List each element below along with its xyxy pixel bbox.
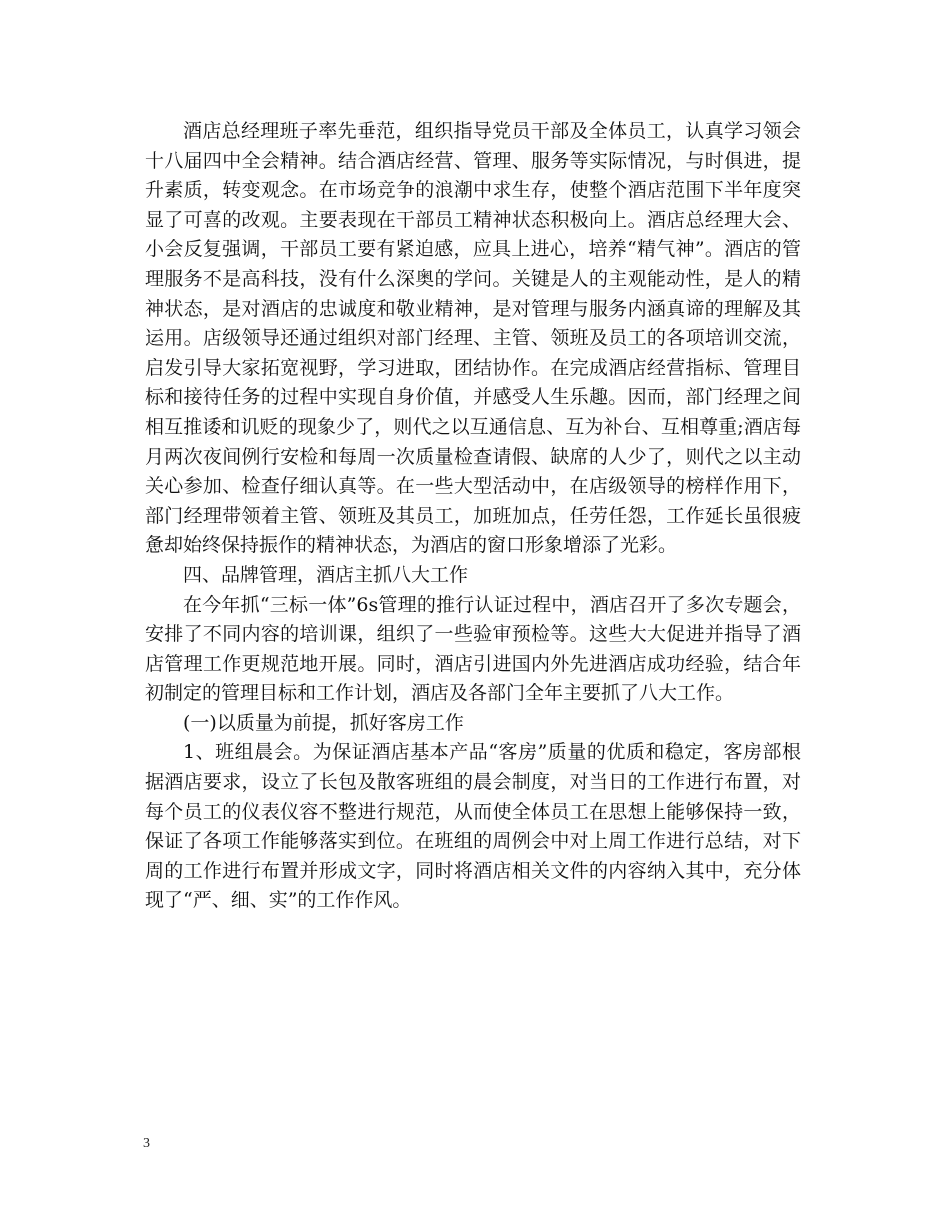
section-heading-brand-management: 四、品牌管理，酒店主抓八大工作	[183, 563, 469, 586]
paragraph-three-standards: 在今年抓“三标一体”6s管理的推行认证过程中，酒店召开了多次专题会，安排了不同内容的培训课，组织了一些验审预检等。这些大大促进并指导了酒店管理工作更规范地开展。同时，酒店引进国内外先进酒店成功经验，结合年初制定的管理目标和工作计划，酒店及各部门全年主要抓了八大工作。	[145, 593, 801, 705]
paragraph-team-morning-meeting: 1、班组晨会。为保证酒店基本产品“客房”质量的优质和稳定，客房部根据酒店要求，设立了长包及散客班组的晨会制度，对当日的工作进行布置，对每个员工的仪表仪容不整进行规范，从而使全体员工在思想上能够保持一致，保证了各项工作能够落实到位。在班组的周例会中对上周工作进行总结，对下周的工作进行布置并形成文字，同时将酒店相关文件的内容纳入其中，充分体现了“严、细、实”的工作作风。	[145, 741, 801, 912]
paragraph-spirit: 酒店总经理班子率先垂范，组织指导党员干部及全体员工，认真学习领会十八届四中全会精神。结合酒店经营、管理、服务等实际情况，与时俱进，提升素质，转变观念。在市场竞争的浪潮中求生存，使整个酒店范围下半年度突显了可喜的改观。主要表现在干部员工精神状态积极向上。酒店总经理大会、小会反复强调，干部员工要有紧迫感，应具上进心，培养“精气神”。酒店的管理服务不是高科技，没有什么深奥的学问。关键是人的主观能动性，是人的精神状态，是对酒店的忠诚度和敬业精神，是对管理与服务内涵真谛的理解及其运用。店级领导还通过组织对部门经理、主管、领班及员工的各项培训交流，启发引导大家拓宽视野，学习进取，团结协作。在完成酒店经营指标、管理目标和接待任务的过程中实现自身价值，并感受人生乐趣。因而，部门经理之间相互推诿和讥贬的现象少了，则代之以互通信息、互为补台、互相尊重;酒店每月两次夜间例行安检和每周一次质量检查请假、缺席的人少了，则代之以主动关心参加、检查仔细认真等。在一些大型活动中，在店级领导的榜样作用下，部门经理带领着主管、领班及其员工，加班加点，任劳任怨，工作延长虽很疲惫却始终保持振作的精神状态，为酒店的窗口形象增添了光彩。	[145, 120, 801, 557]
page-number: 3	[143, 1136, 150, 1151]
subsection-heading-guest-rooms: (一)以质量为前提，抓好客房工作	[183, 711, 464, 734]
document-body	[145, 117, 801, 916]
